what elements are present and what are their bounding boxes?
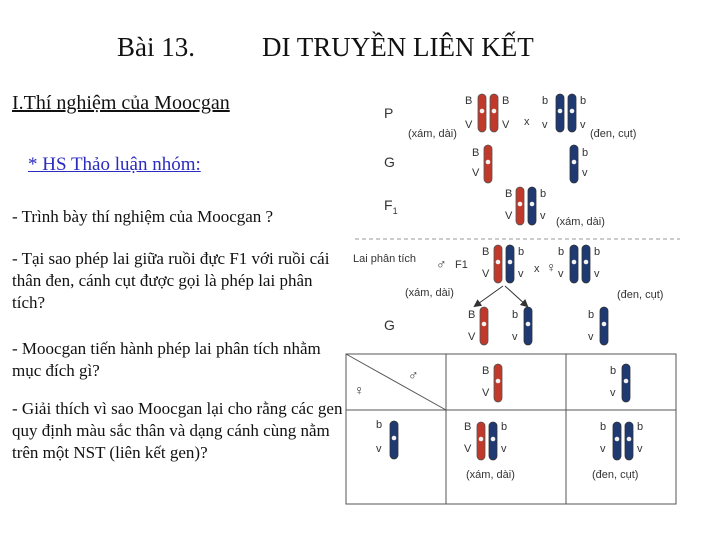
chromosome-blue	[568, 94, 576, 132]
allele-label: V	[472, 167, 480, 179]
allele-label: v	[594, 268, 600, 280]
test-cross-label: Lai phân tích	[353, 253, 416, 265]
chromosome-blue	[625, 422, 633, 460]
cross-symbol: x	[534, 263, 540, 275]
allele-label: b	[600, 421, 607, 433]
allele-label: v	[588, 331, 594, 343]
allele-label: b	[610, 365, 617, 377]
phenotype-label: (đen, cụt)	[617, 289, 664, 301]
allele-label: B	[465, 95, 473, 107]
question-4: - Giải thích vì sao Moocgan lại cho rằng các gen quy định màu sắc thân và dạng cánh cùng nằm trên một NST (liên kết gen)?	[12, 399, 343, 462]
morgan-cross-diagram	[340, 88, 685, 508]
allele-label: b	[376, 419, 383, 431]
chromosome-blue	[613, 422, 621, 460]
allele-label: v	[540, 210, 546, 222]
allele-label: B	[464, 421, 472, 433]
lesson-number: Bài 13.	[117, 32, 195, 62]
allele-label: B	[505, 188, 513, 200]
chromosome-red	[480, 307, 488, 345]
f1-label: F1	[455, 259, 468, 271]
question-2: - Tại sao phép lai giữa ruồi đực F1 với ruồi cái thân đen, cánh cụt được gọi là phép lai phân tích?	[12, 249, 330, 312]
allele-label: B	[468, 309, 476, 321]
phenotype-label: (đen, cụt)	[592, 469, 639, 481]
allele-label: b	[582, 147, 589, 159]
allele-label: V	[502, 119, 510, 131]
chromosome-red	[494, 245, 502, 283]
allele-label: v	[580, 119, 586, 131]
phenotype-label: (xám, dài)	[405, 287, 454, 299]
chromosome-blue	[556, 94, 564, 132]
chromosome-red	[516, 187, 524, 225]
allele-label: b	[558, 246, 565, 258]
allele-label: V	[464, 443, 472, 455]
phenotype-label: (xám, dài)	[556, 216, 605, 228]
allele-label: b	[540, 188, 547, 200]
allele-label: v	[610, 387, 616, 399]
chromosome-red	[494, 364, 502, 402]
allele-label: B	[482, 365, 490, 377]
chromosome-red	[477, 422, 485, 460]
chromosome-blue	[622, 364, 630, 402]
phenotype-label: (xám, dài)	[408, 128, 457, 140]
chromosome-blue	[570, 145, 578, 183]
gen-label-p: P	[384, 105, 394, 121]
chromosome-red	[484, 145, 492, 183]
allele-label: V	[465, 119, 473, 131]
chromosome-blue	[570, 245, 578, 283]
allele-label: v	[501, 443, 507, 455]
allele-label: v	[582, 167, 588, 179]
cross-symbol: x	[524, 116, 530, 128]
gamete-arrow	[505, 286, 527, 306]
phenotype-label: (xám, dài)	[466, 469, 515, 481]
discussion-label: * HS Thảo luận nhóm:	[28, 154, 201, 175]
chromosome-blue	[489, 422, 497, 460]
allele-label: V	[468, 331, 476, 343]
female-symbol: ♀	[546, 259, 557, 275]
allele-label: V	[505, 210, 513, 222]
gen-label-g: G	[384, 317, 395, 333]
allele-label: v	[637, 443, 643, 455]
chromosome-blue	[506, 245, 514, 283]
allele-label: b	[580, 95, 587, 107]
allele-label: V	[482, 387, 490, 399]
allele-label: B	[482, 246, 490, 258]
allele-label: v	[518, 268, 524, 280]
chromosome-red	[490, 94, 498, 132]
allele-label: b	[512, 309, 519, 321]
chromosome-blue	[528, 187, 536, 225]
allele-label: v	[542, 119, 548, 131]
chromosome-blue	[582, 245, 590, 283]
allele-label: V	[482, 268, 490, 280]
allele-label: v	[512, 331, 518, 343]
chromosome-blue	[600, 307, 608, 345]
allele-label: B	[472, 147, 480, 159]
allele-label: b	[518, 246, 525, 258]
chromosome-red	[478, 94, 486, 132]
gen-label-g: G	[384, 154, 395, 170]
allele-label: b	[588, 309, 595, 321]
chromosome-blue	[390, 421, 398, 459]
allele-label: B	[502, 95, 510, 107]
question-3: - Moocgan tiến hành phép lai phân tích nhằm mục đích gì?	[12, 339, 321, 380]
allele-label: b	[542, 95, 549, 107]
allele-label: b	[501, 421, 508, 433]
allele-label: b	[594, 246, 601, 258]
phenotype-label: (đen, cụt)	[590, 128, 637, 140]
allele-label: v	[600, 443, 606, 455]
allele-label: b	[637, 421, 644, 433]
allele-label: v	[376, 443, 382, 455]
question-1: - Trình bày thí nghiệm của Moocgan ?	[12, 207, 274, 226]
male-symbol: ♂	[436, 256, 447, 272]
gamete-arrow	[475, 286, 503, 306]
allele-label: v	[558, 268, 564, 280]
female-symbol: ♀	[354, 382, 365, 398]
section-heading: I.Thí nghiệm của Moocgan	[12, 92, 230, 114]
male-symbol: ♂	[408, 367, 419, 383]
slide-title: DI TRUYỀN LIÊN KẾT	[262, 32, 534, 62]
chromosome-blue	[524, 307, 532, 345]
gen-label-f1: $F_1$	[384, 197, 398, 216]
